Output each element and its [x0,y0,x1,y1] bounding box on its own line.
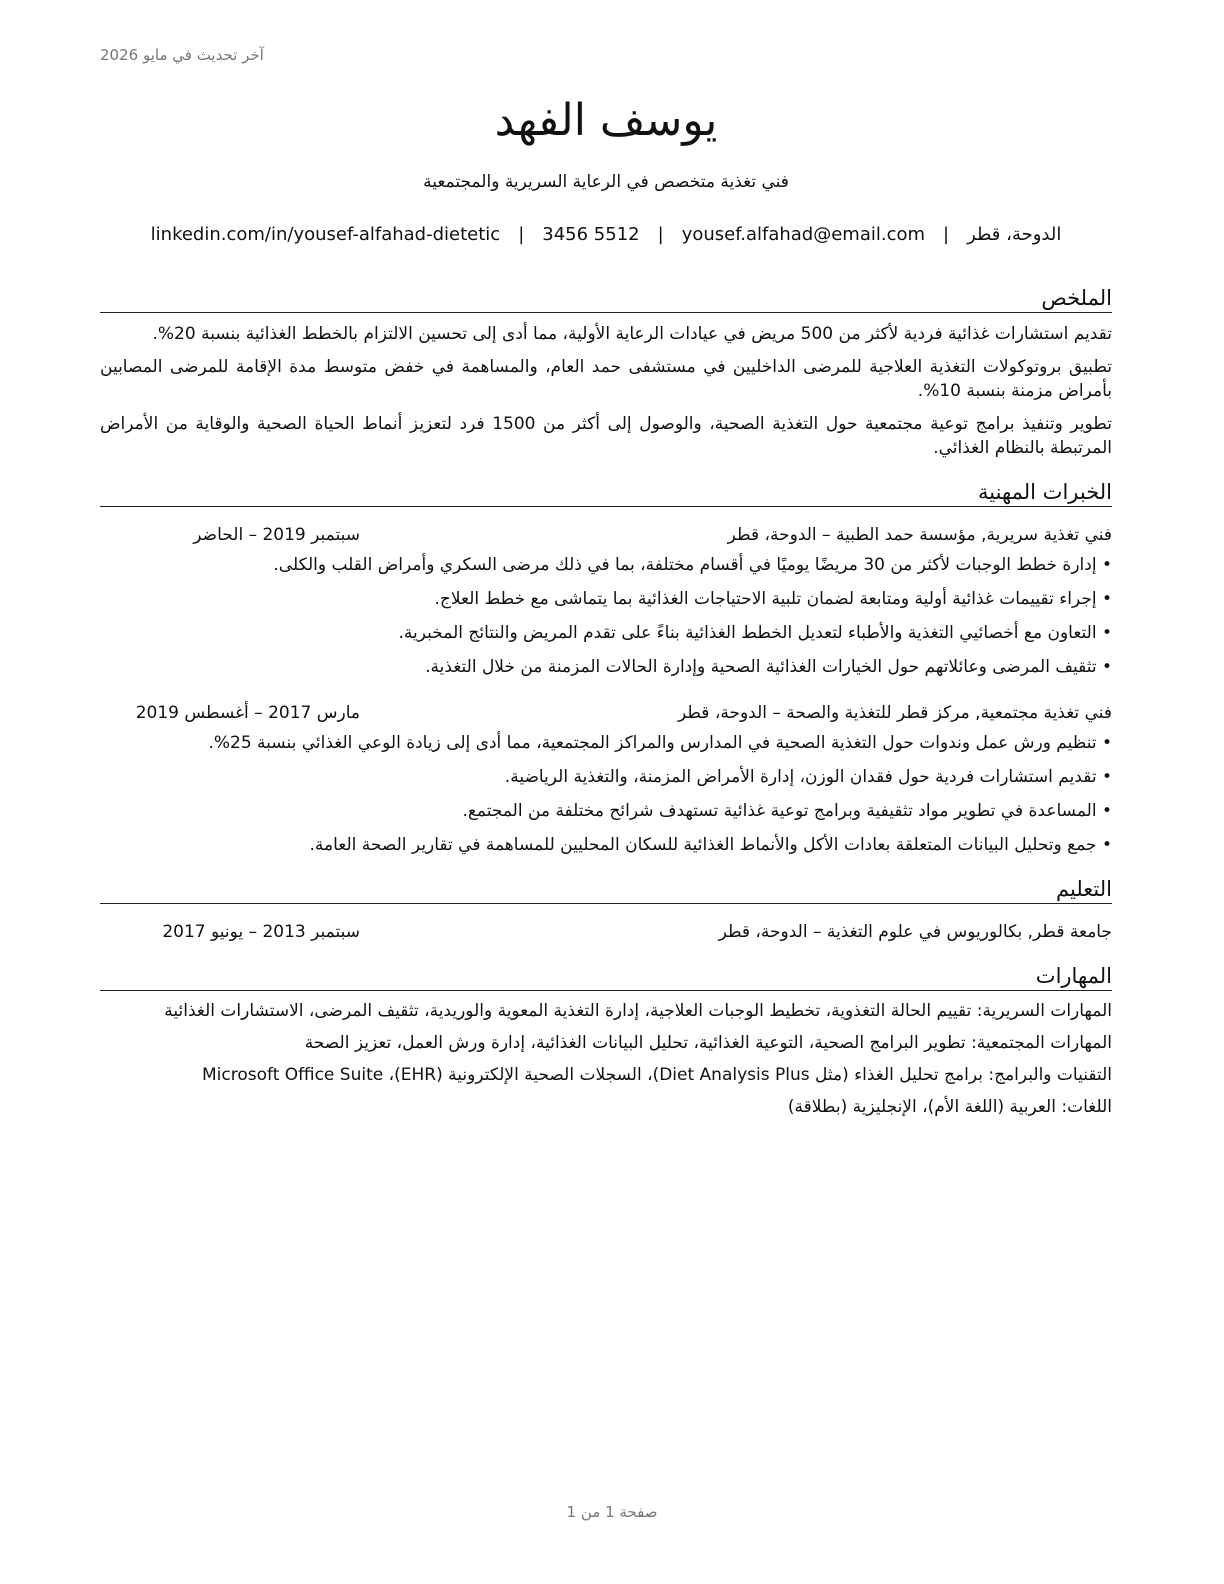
skills-line: المهارات المجتمعية: تطوير البرامج الصحية، التوعية الغذائية، تحليل البيانات الغذائية، إدارة ورش العمل، تعزيز الصحة [304,1033,1112,1053]
job-bullet: • إجراء تقييمات غذائية أولية ومتابعة لضمان تلبية الاحتياجات الغذائية بما يتماشى مع خطط العلاج. [100,587,1112,611]
skills-list [100,999,1112,1119]
candidate-name: يوسف الفهد [494,95,718,146]
job-bullet: • جمع وتحليل البيانات المتعلقة بعادات الأكل والأنماط الغذائية للسكان المحليين للمساهمة في تقارير الصحة العامة. [100,833,1112,857]
contact-location: الدوحة، قطر [967,224,1062,245]
job-header [100,523,1112,547]
resume-page [100,90,1112,1119]
education-dates: سبتمبر 2013 – يونيو 2017 [162,922,360,942]
skills-heading: المهارات [100,962,1112,991]
summary-heading: الملخص [100,284,1112,313]
job-bullets [100,731,1112,857]
job-bullet: • إدارة خطط الوجبات لأكثر من 30 مريضًا يوميًا في أقسام مختلفة، بما في ذلك مرضى السكري وأمراض القلب والكلى. [100,553,1112,577]
job-bullet: • التعاون مع أخصائيي التغذية والأطباء لتعديل الخطط الغذائية بناءً على تقدم المريض والنتائج المخبرية. [100,621,1112,645]
job-bullets [100,553,1112,679]
candidate-title: فني تغذية متخصص في الرعاية السريرية والمجتمعية [423,172,789,192]
job-bullet: • تقديم استشارات فردية حول فقدان الوزن، إدارة الأمراض المزمنة، والتغذية الرياضية. [100,765,1112,789]
summary-paragraph: تقديم استشارات غذائية فردية لأكثر من 500 مريض في عيادات الرعاية الأولية، مما أدى إلى تحسين الالتزام بالخطط الغذائية بنسبة 20%. [152,324,1112,344]
education-entry [100,920,1112,944]
education-heading: التعليم [100,875,1112,904]
skills-line: التقنيات والبرامج: برامج تحليل الغذاء (مثل Diet Analysis Plus)، السجلات الصحية الإلكترونية (EHR)، Microsoft Office Suite [202,1065,1112,1085]
contact-separator: | [943,224,950,245]
job-bullet: • تثقيف المرضى وعائلاتهم حول الخيارات الغذائية الصحية وإدارة الحالات المزمنة من خلال التغذية. [100,655,1112,679]
job-dates: مارس 2017 – أغسطس 2019 [135,703,360,723]
job-role: فني تغذية سريرية, مؤسسة حمد الطبية – الدوحة، قطر [727,525,1112,545]
summary-paragraph: تطبيق بروتوكولات التغذية العلاجية للمرضى الداخليين في مستشفى حمد العام، والمساهمة في خفض متوسط مدة الإقامة للمرضى المصابين بأمراض مزمنة بنسبة 10%. [100,357,1112,401]
experience-heading: الخبرات المهنية [100,478,1112,507]
job-bullet: • المساعدة في تطوير مواد تثقيفية وبرامج توعية غذائية تستهدف شرائح مختلفة من المجتمع. [100,799,1112,823]
job-header [100,701,1112,725]
skills-line: المهارات السريرية: تقييم الحالة التغذوية، تخطيط الوجبات العلاجية، إدارة التغذية المعوية والوريدية، تثقيف المرضى، الاستشارات الغذائية [164,1001,1112,1021]
contact-email[interactable]: yousef.alfahad@email.com [681,224,926,245]
page-number: صفحة 1 من 1 [566,1503,658,1521]
contact-line [100,222,1112,248]
job-role: فني تغذية مجتمعية, مركز قطر للتغذية والصحة – الدوحة، قطر [677,703,1112,723]
contact-linkedin[interactable]: linkedin.com/in/yousef-alfahad-dietetic [150,224,501,245]
education-degree: جامعة قطر, بكالوريوس في علوم التغذية – الدوحة، قطر [718,922,1112,942]
last-updated: آخر تحديث في مايو 2026 [100,46,264,64]
job-bullet: • تنظيم ورش عمل وندوات حول التغذية الصحية في المدارس والمراكز المجتمعية، مما أدى إلى زيادة الوعي الغذائي بنسبة 25%. [100,731,1112,755]
job-dates: سبتمبر 2019 – الحاضر [193,525,360,545]
summary-paragraph: تطوير وتنفيذ برامج توعية مجتمعية حول التغذية الصحية، والوصول إلى أكثر من 1500 فرد لتعزيز أنماط الحياة الصحية والوقاية من الأمراض المرتبطة بالنظام الغذائي. [100,414,1112,458]
contact-phone: 3456 5512 [542,224,640,245]
contact-separator: | [518,224,525,245]
skills-line: اللغات: العربية (اللغة الأم)، الإنجليزية (بطلاقة) [787,1097,1112,1117]
contact-separator: | [657,224,664,245]
